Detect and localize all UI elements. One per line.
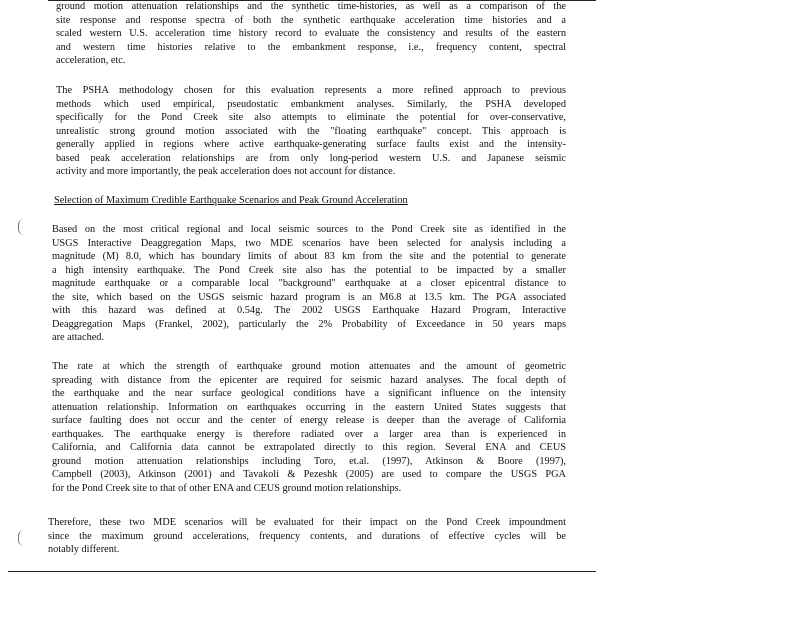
text-line: activity and more importantly, the peak acceleration does not account for distance. (56, 166, 396, 178)
text-line: magnitude earthquake or a comparable local "background" earthquake at a closer epicentral distance to (52, 278, 566, 290)
text-line: the site, which based on the USGS seismic hazard program is an M6.8 at 13.5 km. The PGA associated (52, 291, 566, 303)
text-line: Campbell (2003), Atkinson (2001) and Tavakoli & Pezeshk (2005) are used to compare the USGS PGA (52, 469, 566, 481)
text-line: ground motion attenuation relationships and the synthetic time-histories, as well as a comparison of the (56, 1, 566, 12)
text-line: earthquakes. The earthquake energy is therefore radiated over a larger area than is experienced in (52, 428, 566, 440)
bottom-rule (8, 571, 596, 572)
margin-mark (18, 530, 25, 546)
paragraph-conclusion (48, 516, 566, 557)
text-line: spreading with distance from the epicenter are required for seismic hazard analyses. The focal depth of (52, 374, 566, 386)
text-line: California, and California data cannot be extrapolated directly to this region. Several ENA and CEUS (52, 442, 566, 454)
text-line: ground motion attenuation relationships including Toro, et.al. (1997), Atkinson & Boore (1997), (52, 455, 566, 467)
section-heading: Selection of Maximum Credible Earthquake Scenarios and Peak Ground Acceleration (54, 195, 408, 206)
text-line: USGS Interactive Deaggregation Maps, two MDE scenarios have been selected for analysis including a (52, 237, 566, 249)
text-line: since the maximum ground accelerations, frequency contents, and durations of effective cycles will be (48, 530, 566, 542)
text-line: and western time histories relative to the embankment response, i.e., frequency content, spectral (56, 41, 566, 53)
text-line: site response and response spectra of both the synthetic earthquake acceleration time histories and a (56, 14, 566, 26)
text-line: Based on the most critical regional and local seismic sources to the Pond Creek site as identified in the (52, 224, 566, 235)
text-line: are attached. (52, 332, 105, 344)
text-line: specifically for the Pond Creek site also attempts to eliminate the potential for over-conservative, (56, 112, 566, 124)
text-line: a high intensity earthquake. The Pond Creek site also has the potential to be impacted by a smaller (52, 264, 566, 276)
text-line: for the Pond Creek site to that of other ENA and CEUS ground motion relationships. (52, 482, 402, 494)
text-line: generally applied in regions where active earthquake-generating surface faults exist and the intensity- (56, 139, 566, 151)
text-line: with this hazard was defined at 0.54g. The 2002 USGS Earthquake Hazard Program, Interactive (52, 305, 566, 317)
text-line: methods which used empirical, pseudostatic embankment analyses. Similarly, the PSHA developed (56, 98, 566, 110)
text-line: Therefore, these two MDE scenarios will be evaluated for their impact on the Pond Creek impoundment (48, 517, 566, 528)
text-line: The rate at which the strength of earthquake ground motion attenuates and the amount of geometric (52, 361, 566, 372)
text-line: acceleration, etc. (56, 55, 126, 67)
text-line: attenuation relationship. Information on earthquakes occurring in the eastern United States suggests that (52, 401, 566, 413)
paragraph-mde-scenarios (52, 223, 566, 345)
text-line: scaled western U.S. acceleration time history record to evaluate the consistency and results of the eastern (56, 28, 566, 40)
text-line: notably different. (48, 544, 120, 556)
paragraph-time-histories (56, 0, 566, 68)
paragraph-psha-methodology (56, 84, 566, 179)
text-line: surface faulting does not occur and the center of energy release is deeper than the average of California (52, 415, 566, 427)
text-line: magnitude (M) 8.0, which has boundary limits of about 83 km from the site and the potential to generate (52, 251, 566, 263)
margin-mark (18, 219, 25, 235)
text-line: based peak acceleration relationships are from only long-period western U.S. and Japanese seismic (56, 152, 566, 164)
text-line: the earthquake and the near surface geological conditions have a significant influence on the intensity (52, 388, 566, 400)
text-line: The PSHA methodology chosen for this evaluation represents a more refined approach to previous (56, 85, 566, 96)
text-line: unrealistic strong ground motion associated with the "floating earthquake" concept. This approach is (56, 125, 566, 137)
paragraph-attenuation (52, 360, 566, 495)
text-line: Deaggregation Maps (Frankel, 2002), particularly the 2% Probability of Exceedance in 50 years maps (52, 318, 566, 330)
